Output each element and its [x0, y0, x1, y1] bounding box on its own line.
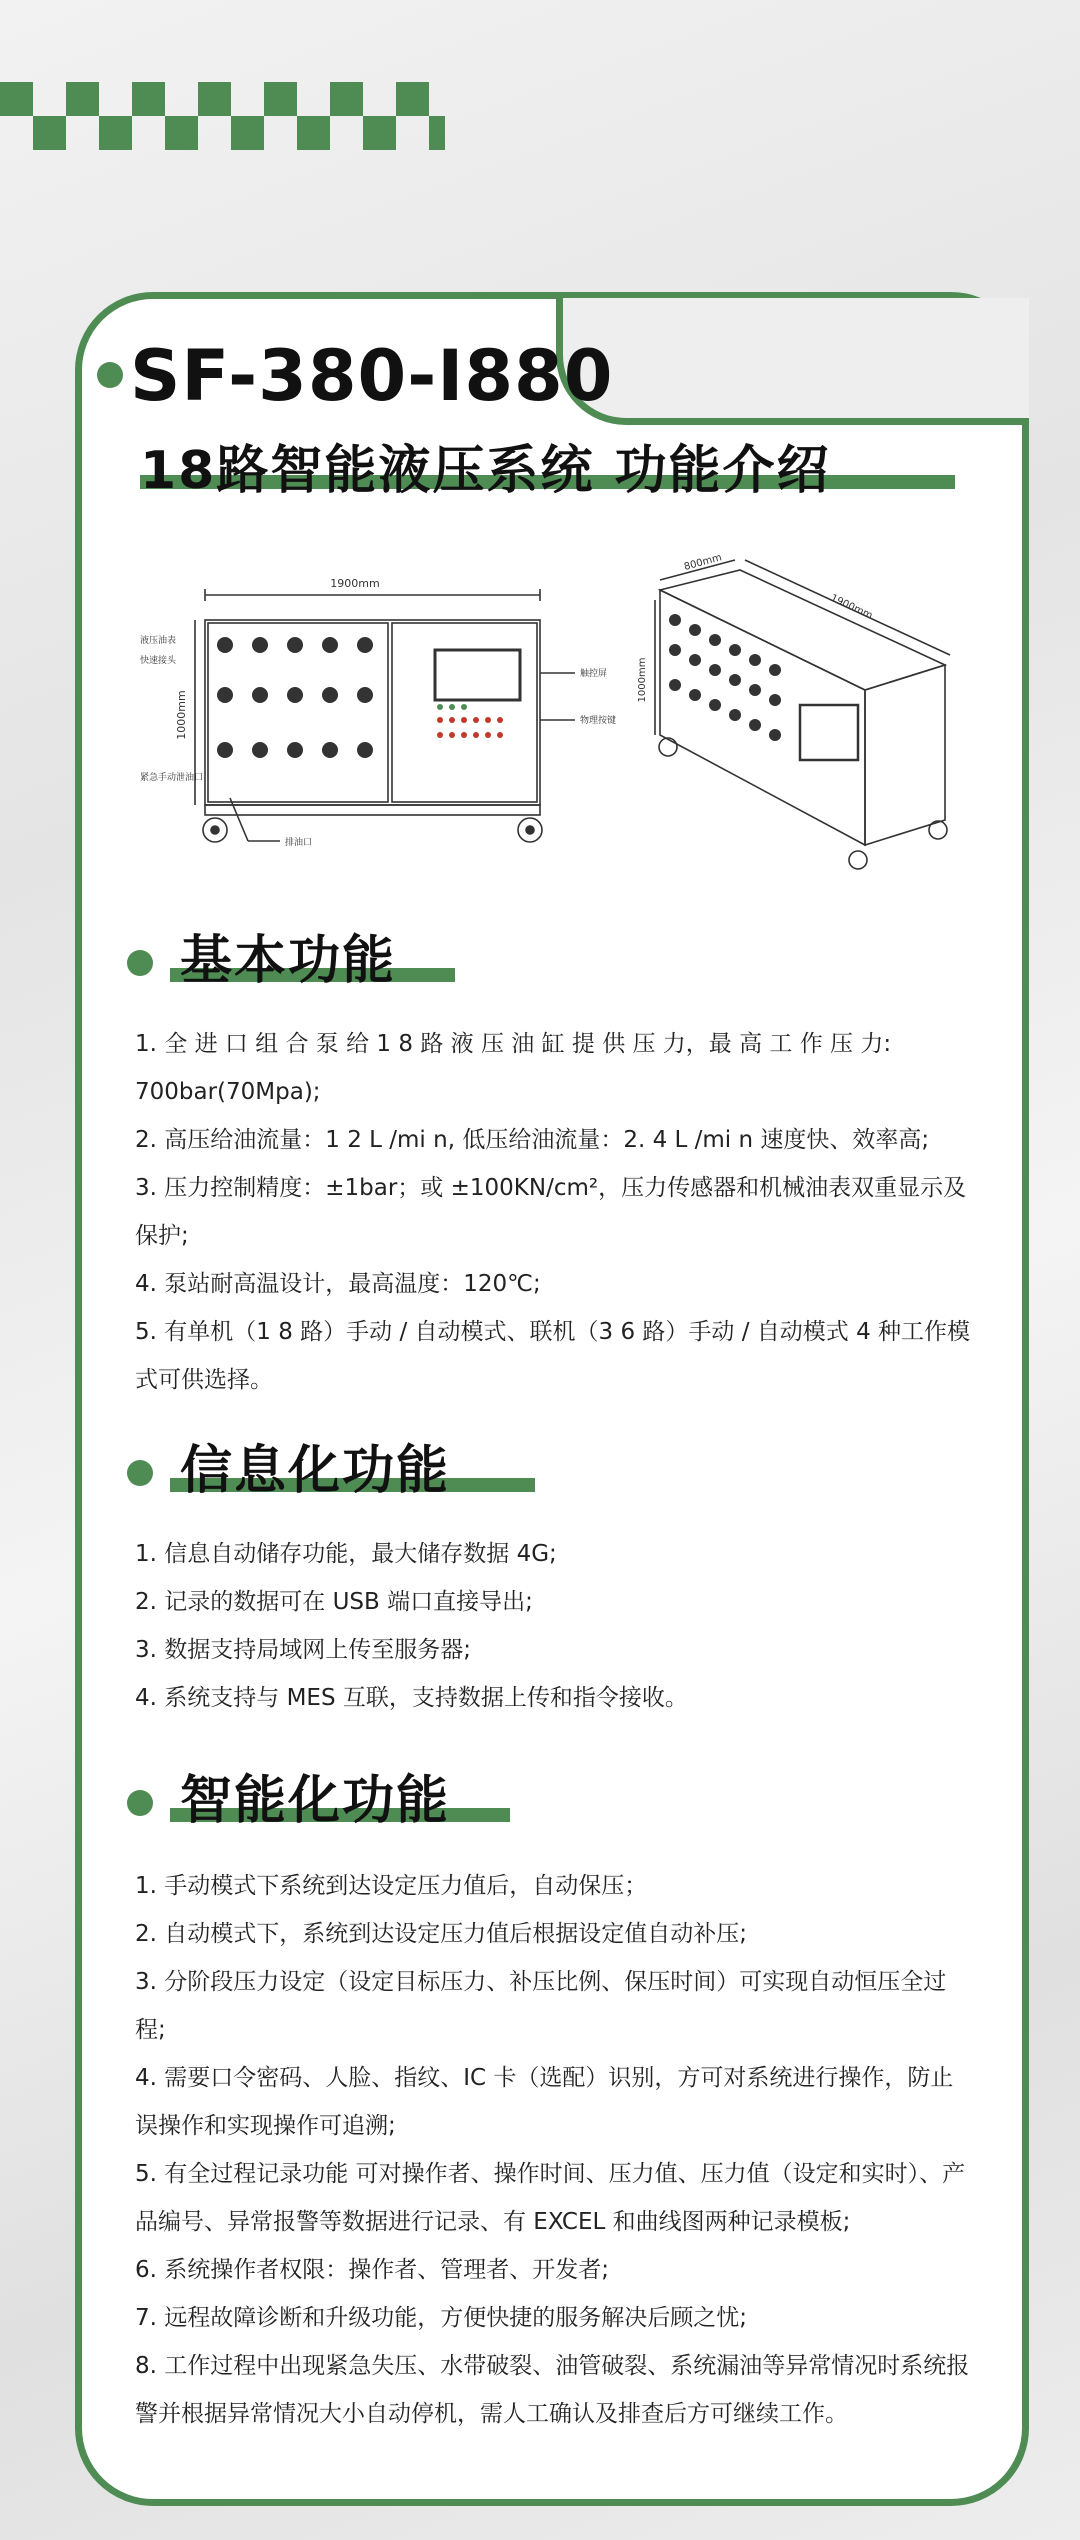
label-drain-port: 排油口	[285, 838, 313, 848]
info-function-list	[135, 1530, 975, 1722]
section-title-basic: 基本功能	[180, 931, 397, 991]
smart-function-list	[135, 1862, 975, 2438]
section-title-info: 信息化功能	[180, 1441, 451, 1501]
list-item: 1. 全 进 口 组 合 泵 给 1 8 路 液 压 油 缸 提 供 压 力，最 高 工 作 压 力: 700bar(70Mpa);	[135, 1031, 892, 1105]
equipment-diagram	[130, 525, 980, 885]
front-view	[195, 589, 575, 842]
list-item: 2. 高压给油流量：1 2 L /mi n, 低压给油流量：2. 4 L /mi n 速度快、效率高;	[135, 1127, 930, 1153]
label-touch-screen: 触控屏	[580, 669, 608, 679]
checker-decoration	[0, 82, 445, 150]
label-physical-keys: 物理按键	[580, 716, 617, 726]
basic-function-list	[135, 1020, 975, 1404]
list-item: 6. 系统操作者权限：操作者、管理者、开发者;	[135, 2257, 610, 2283]
list-item: 3. 数据支持局域网上传至服务器;	[135, 1637, 472, 1663]
iso-view	[655, 560, 950, 869]
page-subtitle: 18路智能液压系统 功能介绍	[140, 441, 831, 501]
label-quick-connector: 快速接头	[140, 656, 177, 666]
model-title: SF-380-I880	[130, 335, 614, 417]
list-item: 4. 泵站耐高温设计，最高温度：120℃;	[135, 1271, 541, 1297]
list-item: 8. 工作过程中出现紧急失压、水带破裂、油管破裂、系统漏油等异常情况时系统报警并根据异常情况大小自动停机，需人工确认及排查后方可继续工作。	[135, 2353, 970, 2427]
list-item: 4. 需要口令密码、人脸、指纹、IC 卡（选配）识别，方可对系统进行操作，防止误操作和实现操作可追溯;	[135, 2065, 954, 2139]
iso-depth-dim: 800mm	[682, 552, 724, 573]
card-notch	[556, 298, 1029, 425]
list-item: 5. 有单机（1 8 路）手动 / 自动模式、联机（3 6 路）手动 / 自动模式 4 种工作模式可供选择。	[135, 1319, 971, 1393]
list-item: 1. 信息自动储存功能，最大储存数据 4G;	[135, 1541, 557, 1567]
list-item: 5. 有全过程记录功能 可对操作者、操作时间、压力值、压力值（设定和实时）、产品编号、异常报警等数据进行记录、有 EXCEL 和曲线图两种记录模板;	[135, 2161, 966, 2235]
list-item: 3. 分阶段压力设定（设定目标压力、补压比例、保压时间）可实现自动恒压全过程;	[135, 1969, 947, 2043]
list-item: 7. 远程故障诊断和升级功能，方便快捷的服务解决后顾之忧;	[135, 2305, 748, 2331]
bullet-dot	[127, 1790, 153, 1816]
list-item: 4. 系统支持与 MES 互联，支持数据上传和指令接收。	[135, 1685, 688, 1711]
bullet-dot	[127, 950, 153, 976]
front-height-dim: 1000mm	[175, 690, 188, 740]
list-item: 2. 记录的数据可在 USB 端口直接导出;	[135, 1589, 533, 1615]
label-emergency-drain: 紧急手动泄油口	[140, 773, 204, 783]
iso-height-dim: 1000mm	[637, 657, 648, 703]
label-oil-gauge: 液压油表	[140, 636, 177, 646]
front-width-dim: 1900mm	[330, 577, 380, 590]
section-title-smart: 智能化功能	[180, 1771, 451, 1831]
list-item: 3. 压力控制精度：±1bar；或 ±100KN/cm²，压力传感器和机械油表双重显示及保护;	[135, 1175, 967, 1249]
list-item: 1. 手动模式下系统到达设定压力值后，自动保压；	[135, 1873, 648, 1899]
bullet-dot	[127, 1460, 153, 1486]
iso-width-dim: 1900mm	[828, 592, 875, 622]
bullet-dot	[97, 362, 123, 388]
list-item: 2. 自动模式下，系统到达设定压力值后根据设定值自动补压;	[135, 1921, 748, 1947]
